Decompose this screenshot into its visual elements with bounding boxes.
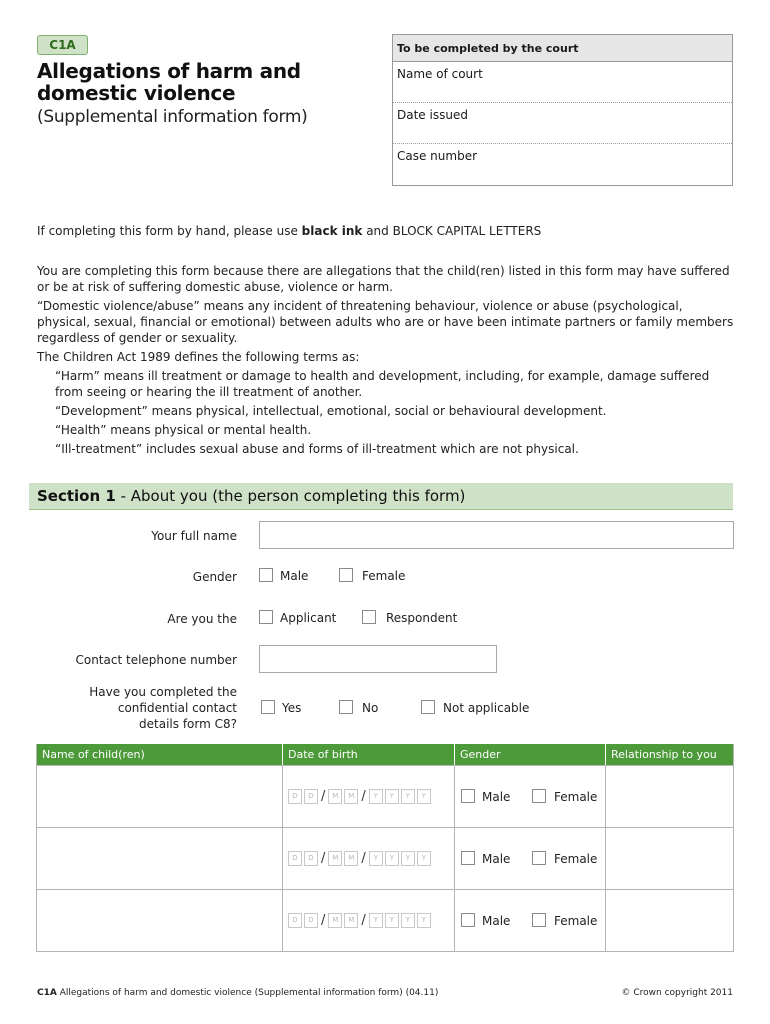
section-1-number: Section 1 (37, 487, 116, 505)
footer-text (37, 988, 438, 998)
child-name-cell[interactable] (37, 890, 283, 951)
relationship-cell[interactable] (606, 890, 733, 951)
header-relationship: Relationship to you (611, 748, 717, 761)
date-digit-box[interactable]: D (288, 851, 302, 866)
date-digit-box[interactable]: Y (369, 851, 383, 866)
child-gender-female-checkbox[interactable] (532, 913, 546, 927)
court-name-field[interactable]: Name of court (393, 62, 732, 103)
copyright: © Crown copyright 2011 (621, 988, 733, 998)
intro-text (37, 263, 737, 457)
date-digit-box[interactable]: M (328, 851, 342, 866)
header-gender: Gender (455, 744, 606, 765)
ink-instruction-prefix: If completing this form by hand, please use (37, 224, 302, 238)
date-separator: / (361, 789, 366, 804)
intro-paragraph-2: “Domestic violence/abuse” means any incident of threatening behaviour, violence or abuse (psychological, physical, sexual, financial or emotional) between adults who are or have been intimate partners or family members regardless of gender or sexuality. (37, 299, 734, 345)
gender-male-label: Male (280, 569, 309, 583)
definition-harm: “Harm” means ill treatment or damage to health and development, including, for example, damage suffered from seeing or hearing the ill treatment of another. (55, 369, 710, 399)
child-gender-male-label: Male (482, 790, 511, 804)
child-gender-cell (455, 766, 606, 827)
c8-label-line-3: details form C8? (139, 717, 237, 731)
intro-paragraph-1: You are completing this form because there are allegations that the child(ren) listed in this form may have suffered or be at risk of suffering domestic abuse, violence or harm. (37, 264, 730, 294)
full-name-input[interactable] (259, 521, 734, 549)
date-digit-box[interactable]: M (344, 851, 358, 866)
date-digit-box[interactable]: Y (369, 913, 383, 928)
full-name-label: Your full name (151, 529, 237, 543)
child-name-cell[interactable] (37, 766, 283, 827)
child-gender-male-label: Male (482, 852, 511, 866)
date-digit-box[interactable]: Y (369, 789, 383, 804)
children-table-header (37, 744, 733, 765)
gender-female-label: Female (362, 569, 406, 583)
child-gender-female-label: Female (554, 790, 598, 804)
definition-development: “Development” means physical, intellectual, emotional, social or behavioural development. (55, 404, 607, 418)
table-row (37, 765, 733, 827)
date-digit-box[interactable]: D (288, 913, 302, 928)
date-digit-box[interactable]: D (304, 913, 318, 928)
gender-label: Gender (192, 570, 237, 584)
child-gender-male-checkbox[interactable] (461, 913, 475, 927)
relationship-cell[interactable] (606, 828, 733, 889)
date-digit-box[interactable]: Y (401, 789, 415, 804)
c8-label-line-2: confidential contact (117, 701, 237, 715)
date-digit-box[interactable]: D (304, 789, 318, 804)
c8-question-label (89, 684, 237, 732)
role-label: Are you the (167, 612, 237, 626)
child-gender-cell (455, 890, 606, 951)
respondent-label: Respondent (386, 611, 458, 625)
date-separator: / (321, 789, 326, 804)
date-digit-box[interactable]: M (344, 913, 358, 928)
footer-title: Allegations of harm and domestic violence (Supplemental information form) (04.11) (56, 988, 439, 998)
date-of-birth-cell (283, 828, 455, 889)
date-separator: / (361, 913, 366, 928)
applicant-checkbox[interactable] (259, 610, 273, 624)
gender-female-checkbox[interactable] (339, 568, 353, 582)
child-gender-cell (455, 828, 606, 889)
child-gender-female-checkbox[interactable] (532, 789, 546, 803)
date-of-birth-cell (283, 890, 455, 951)
ink-instruction-suffix: and BLOCK CAPITAL LETTERS (362, 224, 542, 238)
child-gender-male-label: Male (482, 914, 511, 928)
date-issued-field[interactable]: Date issued (393, 103, 732, 144)
section-1-title: - About you (the person completing this form) (115, 487, 466, 505)
date-separator: / (321, 851, 326, 866)
ink-instruction (37, 223, 737, 239)
child-gender-female-label: Female (554, 914, 598, 928)
header-child-name: Name of child(ren) (37, 744, 283, 765)
date-digit-box[interactable]: Y (417, 913, 431, 928)
table-row (37, 827, 733, 889)
date-separator: / (321, 913, 326, 928)
date-digit-box[interactable]: Y (401, 851, 415, 866)
form-code-badge: C1A (37, 35, 88, 55)
c8-yes-label: Yes (282, 701, 302, 715)
date-digit-box[interactable]: M (344, 789, 358, 804)
children-table (36, 744, 734, 952)
section-1-header (29, 483, 733, 510)
header-date-of-birth: Date of birth (283, 744, 455, 765)
date-digit-box[interactable]: M (328, 789, 342, 804)
form-title: Allegations of harm and domestic violence (37, 59, 301, 105)
date-of-birth-input[interactable] (288, 913, 433, 928)
date-digit-box[interactable]: Y (385, 789, 399, 804)
definition-health: “Health” means physical or mental health. (55, 423, 312, 437)
date-of-birth-input[interactable] (288, 851, 433, 866)
date-digit-box[interactable]: Y (385, 851, 399, 866)
relationship-cell[interactable] (606, 766, 733, 827)
phone-input[interactable] (259, 645, 497, 673)
date-digit-box[interactable]: Y (417, 851, 431, 866)
table-row (37, 889, 733, 951)
child-name-cell[interactable] (37, 828, 283, 889)
date-digit-box[interactable]: Y (385, 913, 399, 928)
date-separator: / (361, 851, 366, 866)
respondent-checkbox[interactable] (362, 610, 376, 624)
date-digit-box[interactable]: Y (401, 913, 415, 928)
footer-code: C1A (37, 988, 57, 998)
child-gender-female-checkbox[interactable] (532, 851, 546, 865)
phone-label: Contact telephone number (75, 653, 237, 667)
date-of-birth-input[interactable] (288, 789, 433, 804)
ink-instruction-bold: black ink (301, 224, 363, 238)
c8-yes-checkbox[interactable] (261, 700, 275, 714)
c8-not-applicable-label: Not applicable (443, 701, 530, 715)
date-digit-box[interactable]: D (304, 851, 318, 866)
definition-ill-treatment: “Ill-treatment” includes sexual abuse and forms of ill-treatment which are not physical. (55, 442, 579, 456)
c8-no-checkbox[interactable] (339, 700, 353, 714)
date-digit-box[interactable]: D (288, 789, 302, 804)
case-number-field[interactable]: Case number (397, 149, 478, 163)
applicant-label: Applicant (280, 611, 337, 625)
date-digit-box[interactable]: M (328, 913, 342, 928)
c8-not-applicable-checkbox[interactable] (421, 700, 435, 714)
intro-paragraph-3: The Children Act 1989 defines the following terms as: (37, 350, 360, 364)
date-digit-box[interactable]: Y (417, 789, 431, 804)
court-use-box (392, 34, 733, 186)
form-subtitle: (Supplemental information form) (37, 107, 308, 127)
child-gender-female-label: Female (554, 852, 598, 866)
child-gender-male-checkbox[interactable] (461, 789, 475, 803)
date-of-birth-cell (283, 766, 455, 827)
c8-no-label: No (362, 701, 379, 715)
gender-male-checkbox[interactable] (259, 568, 273, 582)
court-box-heading: To be completed by the court (393, 35, 732, 62)
c8-label-line-1: Have you completed the (89, 685, 237, 699)
child-gender-male-checkbox[interactable] (461, 851, 475, 865)
